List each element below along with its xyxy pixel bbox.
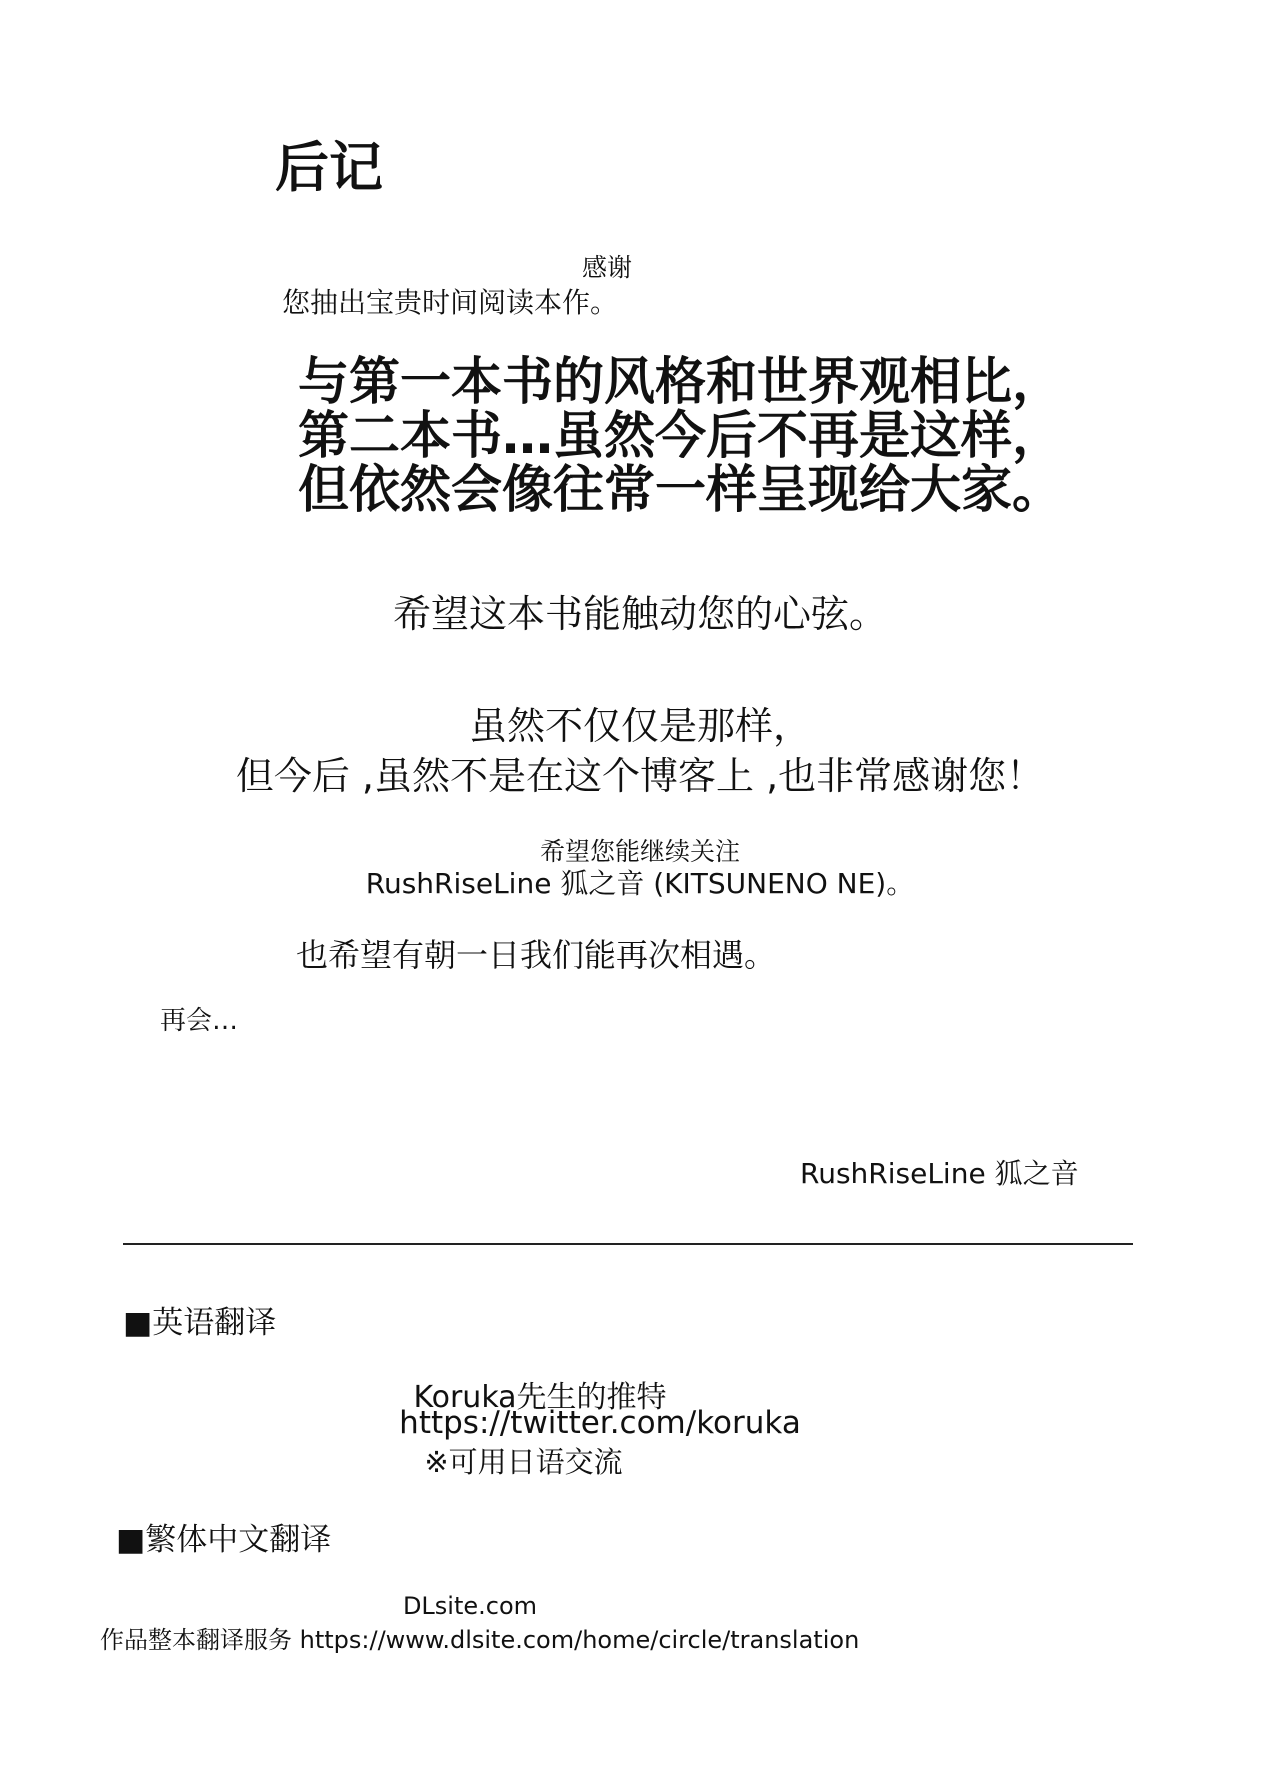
translator-note: ※可用日语交流 — [424, 1445, 623, 1479]
translator-twitter-link[interactable]: https://twitter.com/koruka — [399, 1405, 801, 1441]
follow-line-2: RushRiseLine 狐之音 (KITSUNENO NE)。 — [365, 867, 915, 900]
statement-line-1: 与第一本书的风格和世界观相比， — [298, 353, 1064, 412]
translator-name: Koruka先生的推特 — [413, 1380, 667, 1415]
dlsite-name: DLsite.com — [402, 1592, 538, 1620]
follow-line-1: 希望您能继续关注 — [539, 837, 740, 866]
not-only-line-1: 虽然不仅仅是那样， — [468, 704, 811, 748]
thanks-line-1: 感谢 — [582, 253, 633, 282]
not-only-line-2: 但今后 ,虽然不是在这个博客上 ,也非常感谢您！ — [235, 754, 1045, 798]
page-title: 后记 — [275, 136, 383, 199]
dlsite-translation-service-link[interactable]: 作品整本翻译服务 https://www.dlsite.com/home/circle/translation — [100, 1626, 860, 1654]
author-signature: RushRiseLine 狐之音 — [800, 1157, 1079, 1190]
wish-text: 希望这本书能触动您的心弦。 — [392, 592, 887, 636]
goodbye-text: 再会… — [160, 1006, 239, 1036]
statement-line-3: 但依然会像往常一样呈现给大家。 — [298, 461, 1064, 520]
section-divider — [123, 1243, 1133, 1245]
thanks-line-2: 您抽出宝贵时间阅读本作。 — [282, 286, 619, 319]
meet-again-text: 也希望有朝一日我们能再次相遇。 — [296, 936, 777, 974]
traditional-chinese-translation-heading: ■繁体中文翻译 — [116, 1522, 332, 1558]
statement-line-2: 第二本书…虽然今后不再是这样， — [298, 407, 1064, 466]
english-translation-heading: ■英语翻译 — [123, 1305, 277, 1341]
